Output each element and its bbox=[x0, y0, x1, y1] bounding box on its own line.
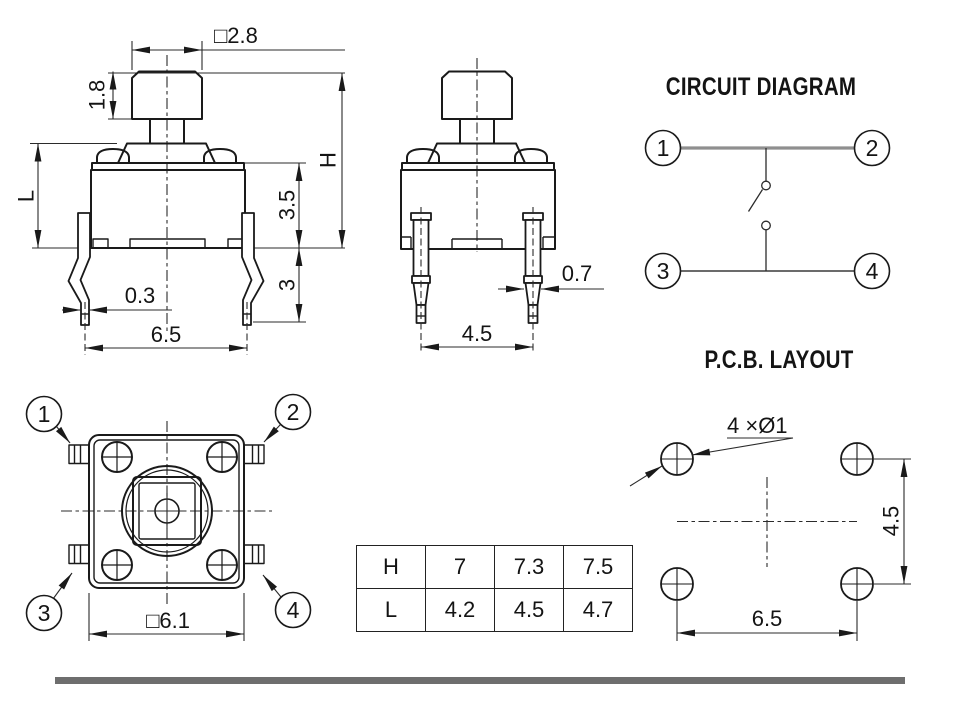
hole-callout-label: 4 ×Ø1 bbox=[727, 413, 788, 438]
left-pin bbox=[69, 213, 91, 325]
balloon-label-3: 3 bbox=[37, 600, 51, 626]
dim-label-button-height: 1.8 bbox=[84, 79, 110, 111]
dim-label-body-height: 3.5 bbox=[274, 189, 300, 221]
dim-label-pin-width: 0.7 bbox=[561, 261, 593, 286]
footer-divider-bar bbox=[55, 677, 905, 684]
dim-label-col-pitch: 6.5 bbox=[751, 606, 783, 631]
pcb-layout bbox=[630, 345, 911, 641]
circuit-diagram bbox=[646, 72, 890, 288]
circuit-diagram-title: CIRCUIT DIAGRAM bbox=[665, 72, 857, 101]
hole-callout-leader bbox=[692, 438, 793, 455]
body-bottom-tabs bbox=[93, 239, 243, 248]
terminal-label-4: 4 bbox=[865, 258, 879, 284]
h-value-2: 7.3 bbox=[495, 546, 564, 589]
row-header-h: H bbox=[357, 546, 426, 589]
front-view bbox=[14, 23, 346, 355]
l-value-2: 4.5 bbox=[495, 589, 564, 632]
crosshair-center-lines bbox=[677, 477, 857, 567]
balloon-label-2: 2 bbox=[286, 399, 300, 425]
right-pin bbox=[242, 213, 264, 325]
dim-label-body-size: □6.1 bbox=[146, 608, 190, 633]
switch-symbol bbox=[749, 148, 771, 271]
terminal-label-2: 2 bbox=[865, 135, 879, 161]
h-value-1: 7 bbox=[426, 546, 495, 589]
l-value-1: 4.2 bbox=[426, 589, 495, 632]
dim-label-pin-pitch: 4.5 bbox=[461, 321, 493, 346]
dim-label-l: L bbox=[13, 189, 39, 203]
dim-label-pin-thickness: 0.3 bbox=[124, 283, 156, 308]
top-plate bbox=[402, 163, 554, 170]
dim-label-pin-length: 3 bbox=[274, 278, 300, 292]
body-outline bbox=[91, 170, 245, 248]
dim-label-h: H bbox=[315, 152, 341, 168]
left-pin bbox=[411, 207, 431, 353]
table-row bbox=[357, 589, 633, 632]
row-header-l: L bbox=[357, 589, 426, 632]
spec-table bbox=[356, 545, 633, 632]
top-plate bbox=[92, 163, 244, 170]
dim-label-pin-pitch: 6.5 bbox=[150, 322, 182, 347]
table-row bbox=[357, 546, 633, 589]
side-view bbox=[401, 58, 604, 353]
terminal-label-3: 3 bbox=[656, 258, 670, 284]
top-view bbox=[27, 395, 311, 642]
balloon-label-1: 1 bbox=[37, 401, 51, 427]
balloon-label-4: 4 bbox=[286, 597, 300, 623]
right-pin bbox=[523, 207, 543, 353]
dim-label-button-width: □2.8 bbox=[214, 23, 258, 48]
terminal-label-1: 1 bbox=[656, 135, 670, 161]
dim-label-row-pitch: 4.5 bbox=[878, 505, 904, 537]
pcb-layout-title: P.C.B. LAYOUT bbox=[704, 345, 854, 374]
l-value-3: 4.7 bbox=[564, 589, 633, 632]
h-value-3: 7.5 bbox=[564, 546, 633, 589]
